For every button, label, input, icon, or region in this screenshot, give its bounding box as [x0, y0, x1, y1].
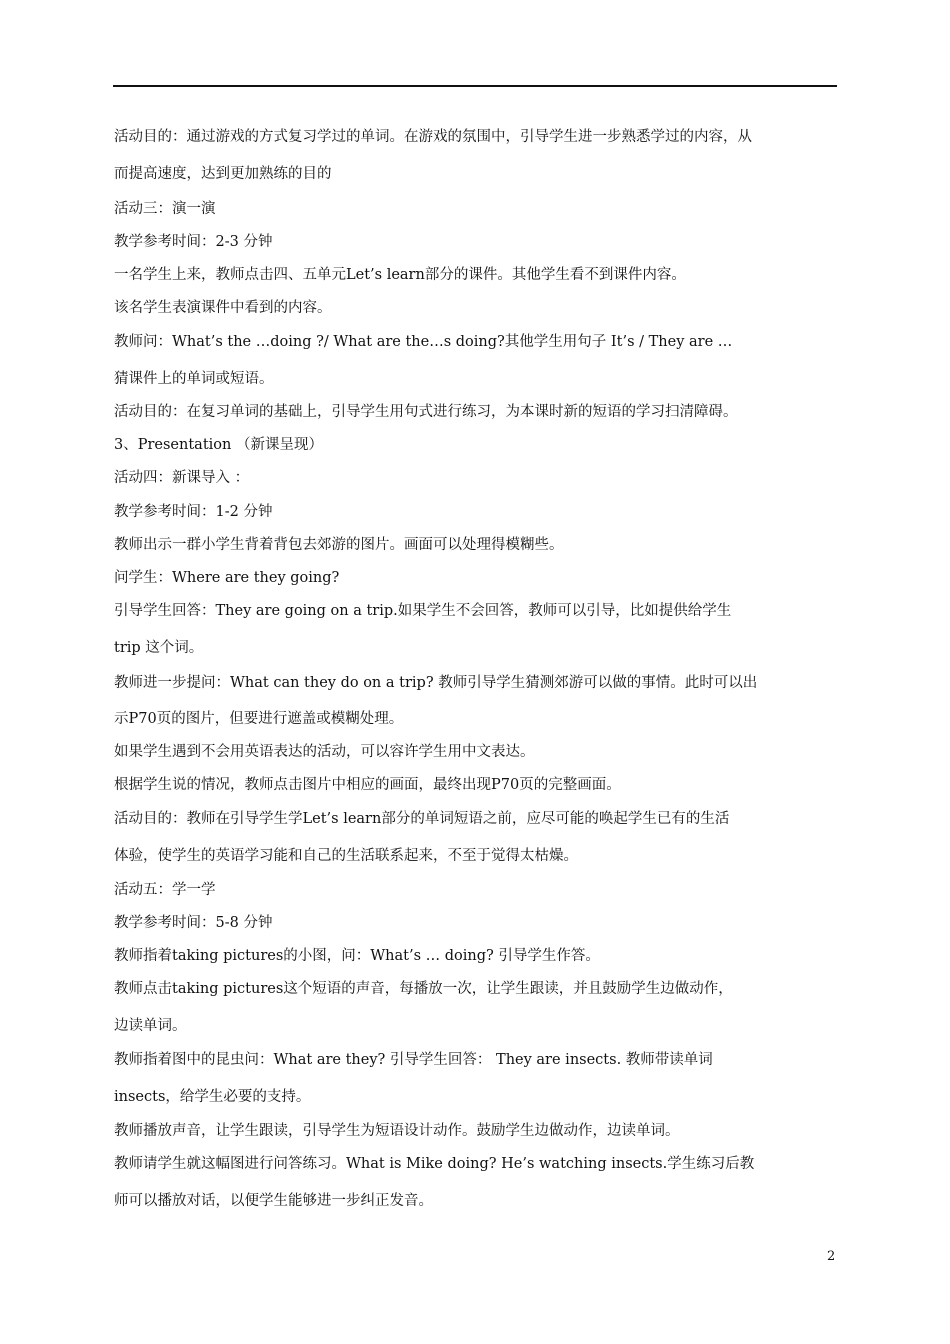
text-line: 教师问：What’s the …doing ?/ What are the…s doing?其他学生用句子 It’s / They are … [114, 334, 733, 350]
text-line: 活动四：新课导入 ： [114, 470, 250, 486]
text-line: 教师指着图中的昆虫问：What are they? 引导学生回答： They are insects. 教师带读单词 [114, 1052, 713, 1068]
header-rule [113, 85, 837, 87]
text-line: 教师指着taking pictures的小图，问：What’s … doing? 引导学生作答。 [114, 948, 600, 964]
text-line: 如果学生遇到不会用英语表达的活动，可以容许学生用中文表达。 [114, 744, 535, 760]
text-line: 活动目的：通过游戏的方式复习学过的单词。在游戏的氛围中，引导学生进一步熟悉学过的内容，从 [114, 129, 752, 145]
text-line: 教师出示一群小学生背着背包去郊游的图片。画面可以处理得模糊些。 [114, 537, 564, 553]
text-line: 边读单词。 [114, 1018, 187, 1034]
text-line: 教学参考时间：5-8 分钟 [114, 915, 273, 931]
text-line: 教师进一步提问：What can they do on a trip? 教师引导学生猜测郊游可以做的事情。此时可以出 [114, 675, 758, 691]
text-line: 示P70页的图片，但要进行遮盖或模糊处理。 [114, 711, 404, 727]
text-line: 体验，使学生的英语学习能和自己的生活联系起来，不至于觉得太枯燥。 [114, 848, 578, 864]
page-number: 2 [827, 1249, 836, 1264]
text-line: 引导学生回答：They are going on a trip.如果学生不会回答，教师可以引导，比如提供给学生 [114, 603, 732, 619]
text-line: 活动五：学一学 [114, 882, 216, 898]
text-line: 教师请学生就这幅图进行问答练习。What is Mike doing? He’s watching insects.学生练习后教 [114, 1156, 755, 1172]
text-line: 教学参考时间：2-3 分钟 [114, 234, 273, 250]
text-line: 该名学生表演课件中看到的内容。 [114, 300, 332, 316]
text-line: 问学生：Where are they going? [114, 570, 340, 586]
text-line: 3、Presentation （新课呈现） [114, 437, 323, 453]
text-line: 教师播放声音，让学生跟读，引导学生为短语设计动作。鼓励学生边做动作，边读单词。 [114, 1123, 680, 1139]
text-line: 猜课件上的单词或短语。 [114, 371, 274, 387]
text-line: 教师点击taking pictures这个短语的声音，每播放一次，让学生跟读，并且鼓励学生边做动作， [114, 981, 733, 997]
text-line: trip 这个词。 [114, 640, 204, 656]
text-line: 而提高速度，达到更加熟练的目的 [114, 166, 332, 182]
text-line: 师可以播放对话，以便学生能够进一步纠正发音。 [114, 1193, 433, 1209]
text-line: insects，给学生必要的支持。 [114, 1089, 311, 1105]
text-line: 活动目的：在复习单词的基础上，引导学生用句式进行练习，为本课时新的短语的学习扫清障碍。 [114, 404, 738, 420]
text-line: 活动三：演一演 [114, 201, 216, 217]
text-line: 教学参考时间：1-2 分钟 [114, 504, 273, 520]
text-line: 活动目的：教师在引导学生学Let’s learn部分的单词短语之前，应尽可能的唤起学生已有的生活 [114, 811, 730, 827]
text-line: 一名学生上来，教师点击四、五单元Let’s learn部分的课件。其他学生看不到课件内容。 [114, 267, 686, 283]
text-line: 根据学生说的情况，教师点击图片中相应的画面，最终出现P70页的完整画面。 [114, 777, 621, 793]
